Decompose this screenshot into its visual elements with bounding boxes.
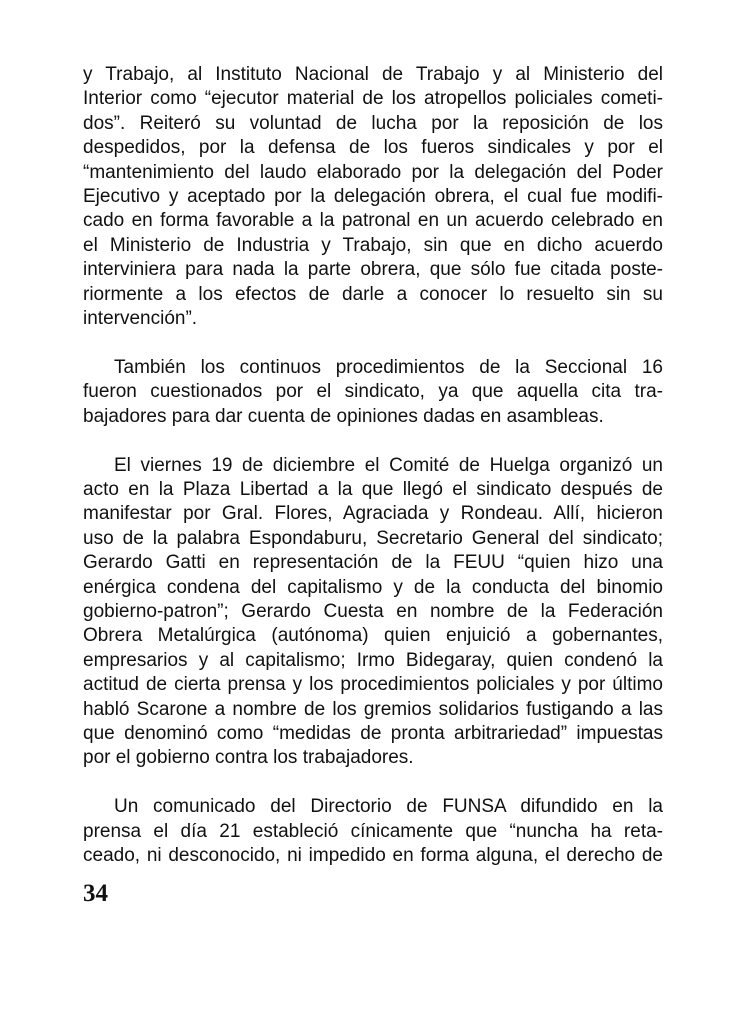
- text-line: habló Scarone a nombre de los gremios solidarios fustigando a las: [83, 698, 663, 720]
- text-line: Gerardo Gatti en representación de la FEUU “quien hizo una: [83, 552, 663, 574]
- text-line: manifestar por Gral. Flores, Agraciada y Rondeau. Allí, hicieron: [83, 503, 663, 525]
- text-line: interviniera para nada la parte obrera, que sólo fue citada poste-: [83, 259, 663, 281]
- text-line: que denominó como “medidas de pronta arbitrariedad” impuestas: [83, 722, 663, 744]
- paragraph: [83, 795, 663, 868]
- text-line: Interior como “ejecutor material de los atropellos policiales cometi-: [83, 88, 663, 110]
- page-number: 34: [83, 880, 108, 907]
- text-line: Obrera Metalúrgica (autónoma) quien enjuició a gobernantes,: [83, 625, 663, 647]
- page-body: [83, 63, 663, 893]
- paragraph: [83, 356, 663, 429]
- text-line: Un comunicado del Directorio de FUNSA difundido en la: [114, 796, 663, 818]
- text-line: uso de la palabra Espondaburu, Secretario General del sindicato;: [83, 527, 663, 549]
- text-line: el Ministerio de Industria y Trabajo, sin que en dicho acuerdo: [83, 234, 663, 256]
- text-line: cado en forma favorable a la patronal en un acuerdo celebrado en: [83, 210, 663, 232]
- text-line: acto en la Plaza Libertad a la que llegó el sindicato después de: [83, 479, 663, 501]
- text-line: por el gobierno contra los trabajadores.: [83, 747, 414, 769]
- text-line: enérgica condena del capitalismo y de la conducta del binomio: [83, 576, 663, 598]
- text-line: despedidos, por la defensa de los fueros sindicales y por el: [83, 137, 663, 159]
- paragraph: [83, 63, 663, 331]
- text-line: gobierno-patron”; Gerardo Cuesta en nombre de la Federación: [83, 601, 663, 622]
- text-line: riormente a los efectos de darle a conocer lo resuelto sin su: [83, 283, 663, 305]
- text-line: y Trabajo, al Instituto Nacional de Trabajo y al Ministerio del: [83, 64, 663, 85]
- paragraph: [83, 454, 663, 771]
- text-line: El viernes 19 de diciembre el Comité de Huelga organizó un: [114, 454, 663, 476]
- text-line: dos”. Reiteró su voluntad de lucha por la reposición de los: [83, 112, 663, 134]
- text-line: actitud de cierta prensa y los procedimientos policiales y por último: [83, 674, 663, 696]
- text-line: fueron cuestionados por el sindicato, ya que aquella cita tra-: [83, 381, 663, 403]
- text-line: prensa el día 21 estableció cínicamente que “nuncha ha reta-: [83, 820, 663, 842]
- text-line: bajadores para dar cuenta de opiniones dadas en asambleas.: [83, 405, 604, 427]
- text-line: Ejecutivo y aceptado por la delegación obrera, el cual fue modifi-: [83, 185, 663, 207]
- text-line: “mantenimiento del laudo elaborado por la delegación del Poder: [83, 161, 663, 183]
- text-line: ceado, ni desconocido, ni impedido en forma alguna, el derecho de: [83, 845, 663, 867]
- text-line: empresarios y al capitalismo; Irmo Bidegaray, quien condenó la: [83, 649, 663, 671]
- text-line: intervención”.: [83, 307, 198, 329]
- text-line: También los continuos procedimientos de la Seccional 16: [114, 356, 663, 378]
